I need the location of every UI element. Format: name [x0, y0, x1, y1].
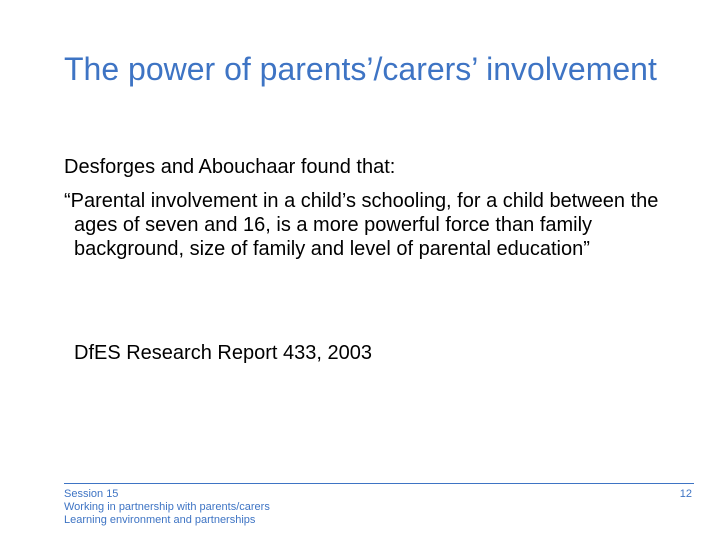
page-number: 12	[679, 488, 692, 500]
footer-info	[64, 488, 270, 527]
intro-text: Desforges and Abouchaar found that:	[64, 156, 396, 178]
slide-title: The power of parents’/carers’ involvement	[64, 51, 657, 87]
footer-session: Session 15	[64, 488, 119, 500]
source-citation: DfES Research Report 433, 2003	[74, 342, 372, 364]
quote-text: “Parental involvement in a child’s schooling, for a child between the ages of seven and 16, is a more powerful force than family background, size of family and level of parental education”	[64, 190, 659, 260]
footer-module: Working in partnership with parents/carers	[64, 501, 270, 513]
footer-divider	[64, 483, 694, 484]
footer-unit: Learning environment and partnerships	[64, 514, 256, 526]
